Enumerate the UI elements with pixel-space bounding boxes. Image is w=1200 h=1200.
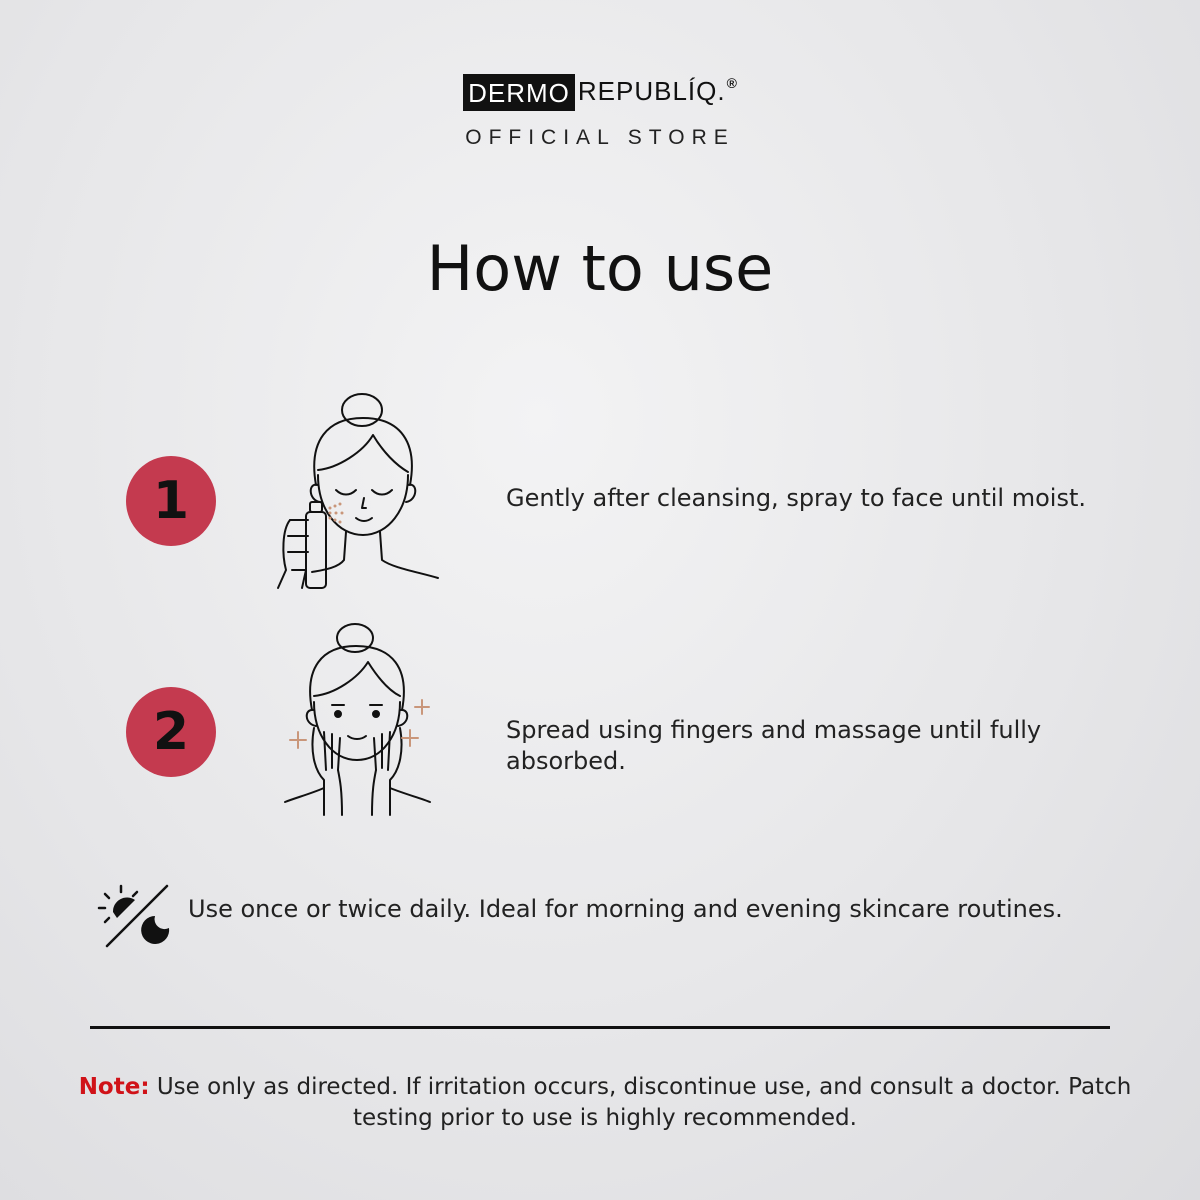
official-store-label: OFFICIAL STORE: [465, 126, 735, 149]
brand-logo: [0, 74, 1200, 111]
face-spray-icon: [268, 390, 448, 595]
step-1-text: Gently after cleansing, spray to face until moist.: [506, 484, 1086, 512]
day-night-icon: [95, 878, 175, 948]
page-title: How to use: [426, 232, 774, 305]
step-2-text: Spread using fingers and massage until fully absorbed.: [506, 716, 1042, 775]
logo-republiq: REPUBLÍQ.: [577, 76, 726, 106]
note-text: Use only as directed. If irritation occurs, discontinue use, and consult a doctor. Patch testing prior to use is highly recommended.: [156, 1074, 1132, 1131]
step-2-badge: 2: [126, 687, 216, 777]
note: [40, 1072, 1170, 1134]
note-label: Note:: [78, 1074, 150, 1100]
face-massage-icon: [280, 620, 440, 820]
logo-registered-mark: ®: [726, 75, 737, 91]
step-1-badge: 1: [126, 456, 216, 546]
logo-dermo: DERMO: [463, 74, 575, 111]
frequency-text: Use once or twice daily. Ideal for morning and evening skincare routines.: [188, 895, 1063, 923]
divider: [90, 1026, 1110, 1029]
